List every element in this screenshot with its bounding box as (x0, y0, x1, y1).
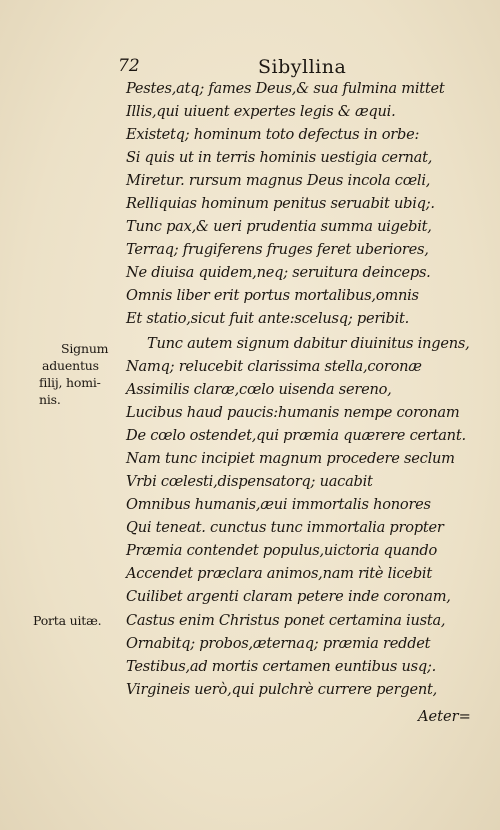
marginal-note: aduentus (42, 358, 99, 373)
marginal-note: filij, homi- (39, 375, 101, 390)
verse-line: Namq; relucebit clarissima stella,coronæ (126, 358, 422, 375)
verse-line: Nam tunc incipiet magnum procedere seclum (126, 450, 455, 467)
verse-line: Assimilis claræ,cœlo uisenda sereno, (126, 381, 392, 398)
verse-line: Cuilibet argenti claram petere inde coronam, (126, 588, 451, 605)
verse-line: Et statio,sicut fuit ante:scelusq; peribit. (126, 310, 410, 327)
marginal-note: Porta uitæ. (33, 613, 102, 628)
verse-line: Castus enim Christus ponet certamina iusta, (126, 612, 446, 629)
page-number: 72 (118, 56, 140, 76)
verse-line: Miretur. rursum magnus Deus incola cœli, (126, 172, 431, 189)
running-header: Sibyllina (258, 56, 347, 78)
verse-line: Illis,qui uiuent expertes legis & æqui. (126, 103, 396, 120)
verse-line: Ne diuisa quidem,neq; seruitura deinceps. (126, 264, 431, 281)
marginal-note: Signum (61, 341, 109, 356)
verse-line: Tunc pax,& ueri prudentia summa uigebit, (126, 218, 432, 235)
verse-line: Terraq; frugiferens fruges feret uberiores, (126, 241, 429, 258)
verse-line: Præmia contendet populus,uictoria quando (126, 542, 438, 559)
verse-line: Virgineis uerò,qui pulchrè currere pergent, (126, 681, 437, 698)
verse-line: Pestes,atq; fames Deus,& sua fulmina mittet (126, 80, 445, 97)
verse-line: Testibus,ad mortis certamen euntibus usq;. (126, 658, 437, 675)
verse-line: Accendet præclara animos,nam ritè licebit (126, 565, 432, 582)
verse-line: Lucibus haud paucis:humanis nempe coronam (126, 404, 460, 421)
verse-line: Si quis ut in terris hominis uestigia cernat, (126, 149, 433, 166)
verse-line: Ornabitq; probos,æternaq; præmia reddet (126, 635, 431, 652)
verse-line: Tunc autem signum dabitur diuinitus ingens, (147, 335, 470, 352)
marginal-note: nis. (39, 392, 61, 407)
verse-line: Qui teneat. cunctus tunc immortalia propter (126, 519, 444, 536)
verse-line: Relliquias hominum penitus seruabit ubiq;. (126, 195, 435, 212)
verse-line: Omnibus humanis,æui immortalis honores (126, 496, 431, 513)
verse-line: Existetq; hominum toto defectus in orbe: (126, 126, 420, 143)
verse-line: Vrbi cœlesti,dispensatorq; uacabit (126, 473, 373, 490)
catchword: Aeter= (418, 708, 471, 725)
verse-line: Omnis liber erit portus mortalibus,omnis (126, 287, 419, 304)
verse-line: De cœlo ostendet,qui præmia quærere certant. (126, 427, 466, 444)
